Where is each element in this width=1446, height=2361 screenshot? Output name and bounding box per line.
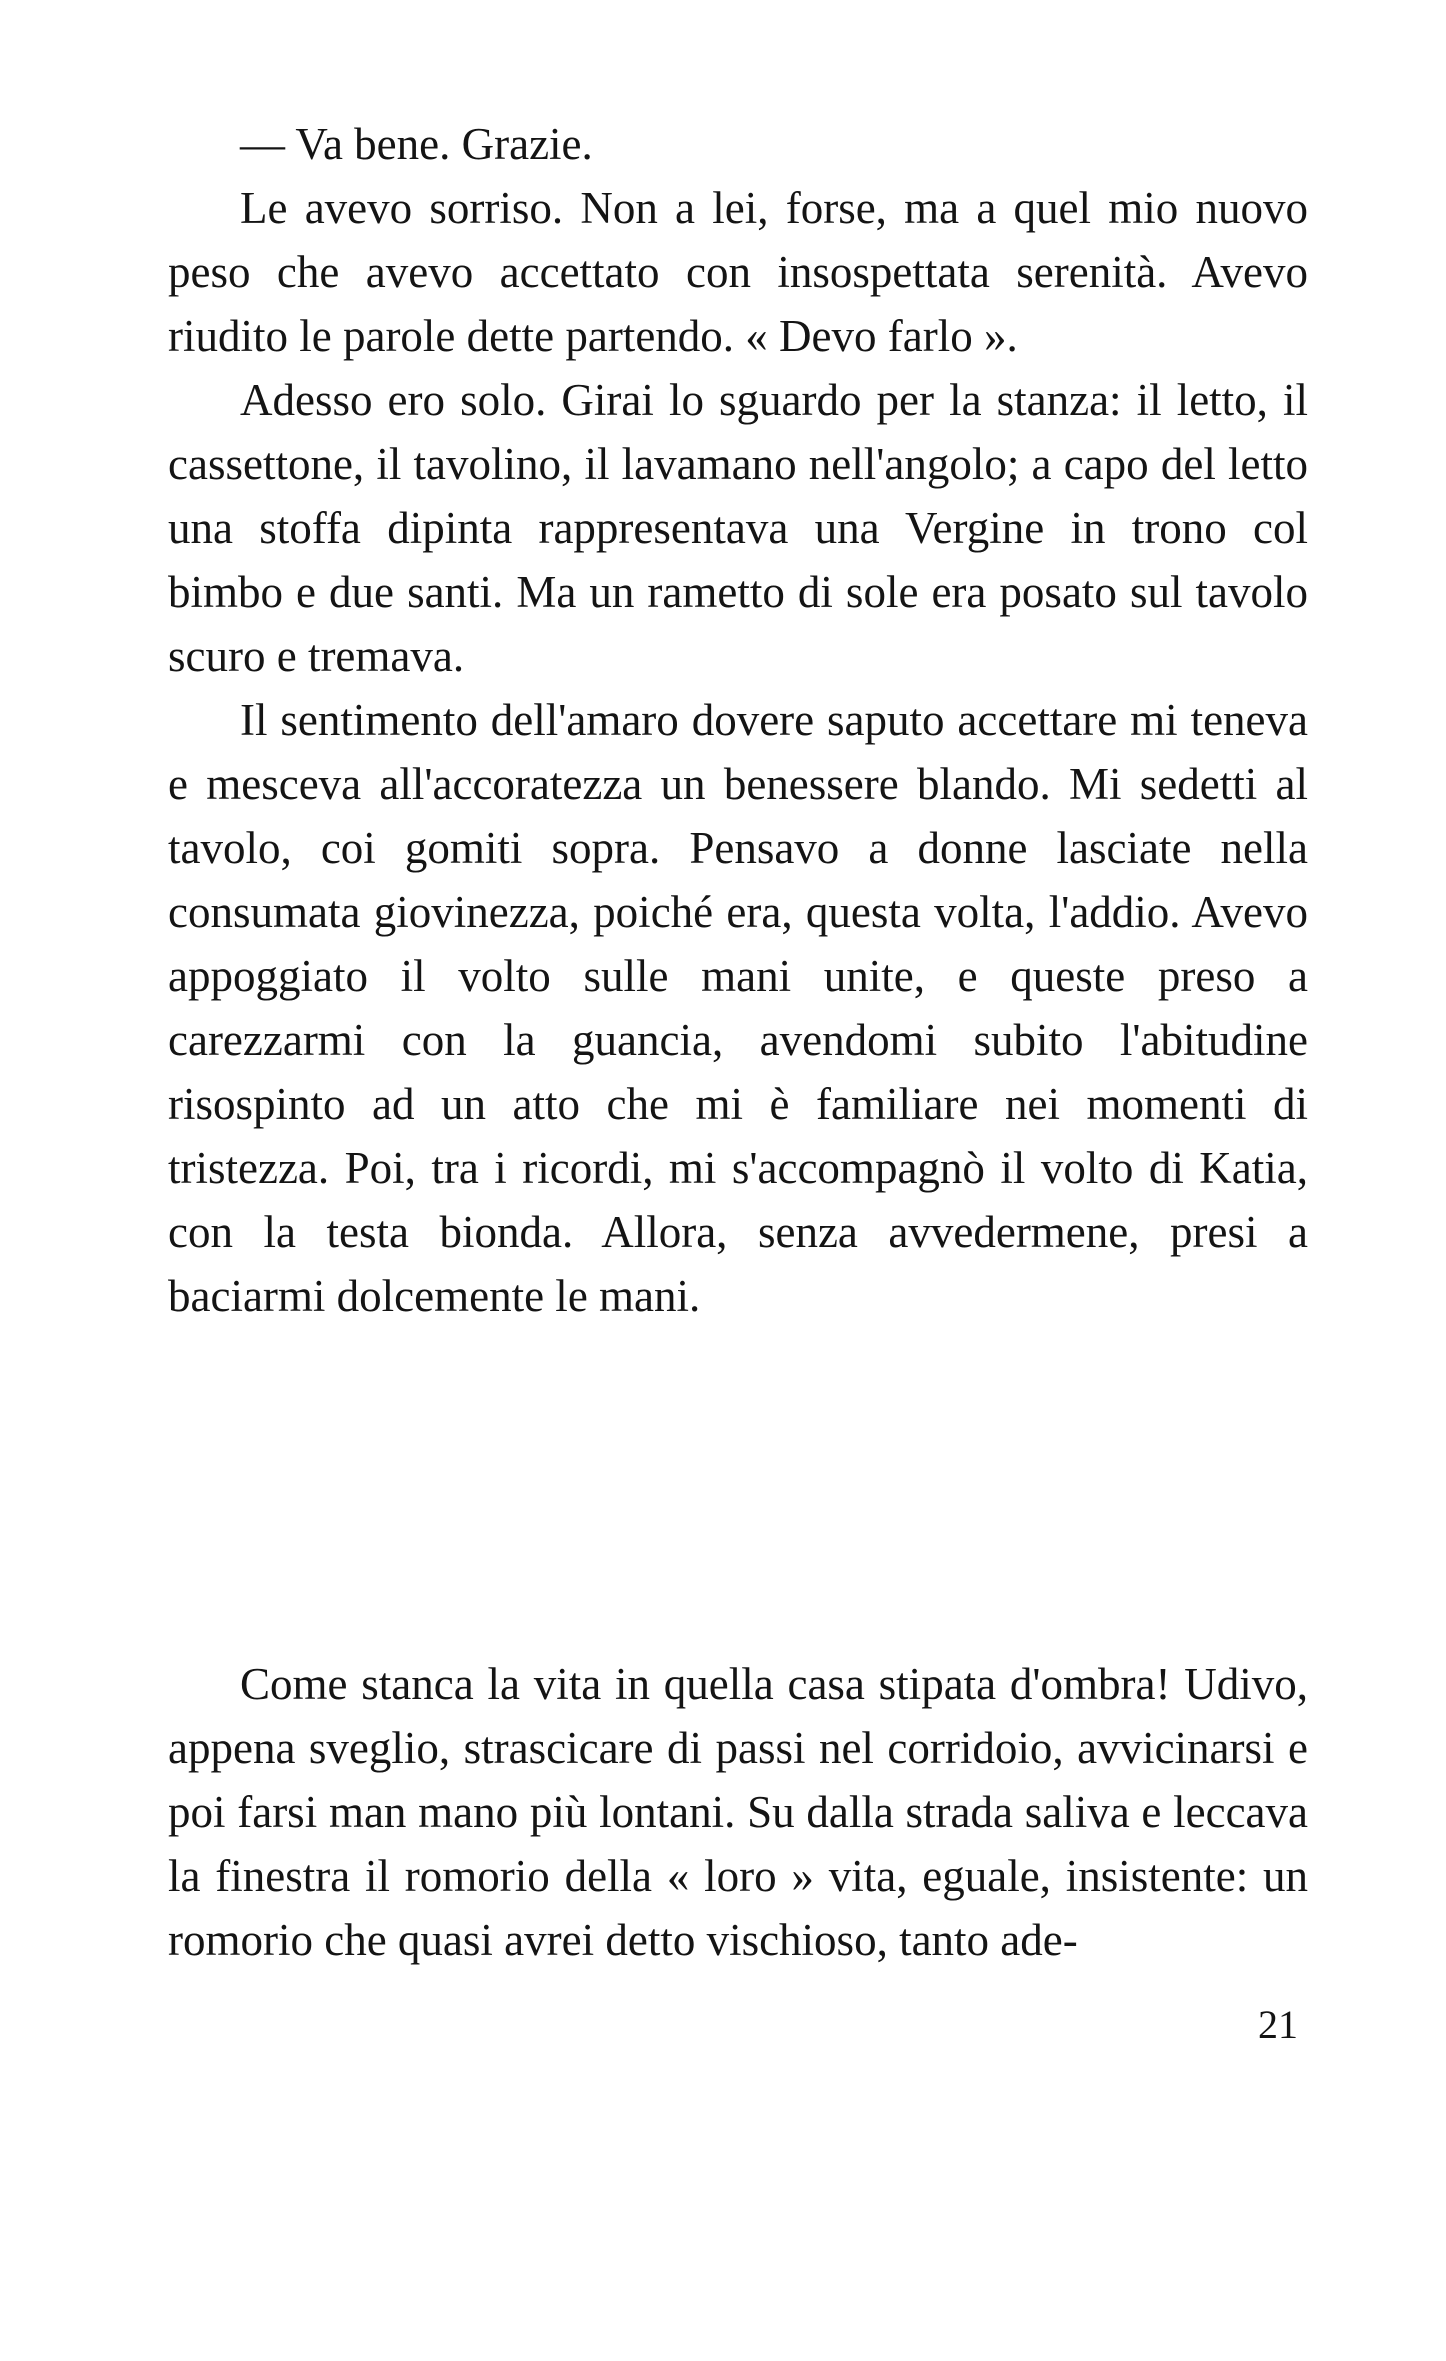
- text-section-2: [168, 1652, 1308, 1972]
- paragraph: Come stanca la vita in quella casa stipata d'ombra! Udivo, appena sveglio, strascicare di passi nel corridoio, avvicinarsi e poi farsi man mano più lontani. Su dalla strada saliva e leccava la finestra il romorio della « loro » vita, eguale, insistente: un romorio che quasi avrei detto vischioso, tanto ade-: [168, 1659, 1308, 1965]
- paragraph: Le avevo sorriso. Non a lei, forse, ma a quel mio nuovo peso che avevo accettato con insospettata serenità. Avevo riudito le parole dette partendo. « Devo farlo ».: [168, 183, 1308, 361]
- page-number: 21: [1258, 2002, 1298, 2047]
- paragraph: — Va bene. Grazie.: [240, 119, 593, 169]
- paragraph: Adesso ero solo. Girai lo sguardo per la stanza: il letto, il cassettone, il tavolino, il lavamano nell'angolo; a capo del letto una stoffa dipinta rappresentava una Vergine in trono col bimbo e due santi. Ma un rametto di sole era posato sul tavolo scuro e tremava.: [168, 375, 1308, 681]
- text-section-1: [168, 112, 1308, 1328]
- paragraph: Il sentimento dell'amaro dovere saputo accettare mi teneva e mesceva all'accoratezza un benessere blando. Mi sedetti al tavolo, coi gomiti sopra. Pensavo a donne lasciate nella consumata giovinezza, poiché era, questa volta, l'addio. Avevo appoggiato il volto sulle mani unite, e queste preso a carezzarmi con la guancia, avendomi subito l'abitudine risospinto ad un atto che mi è familiare nei momenti di tristezza. Poi, tra i ricordi, mi s'accompagnò il volto di Katia, con la testa bionda. Allora, senza avvedermene, presi a baciarmi dolcemente le mani.: [168, 695, 1308, 1321]
